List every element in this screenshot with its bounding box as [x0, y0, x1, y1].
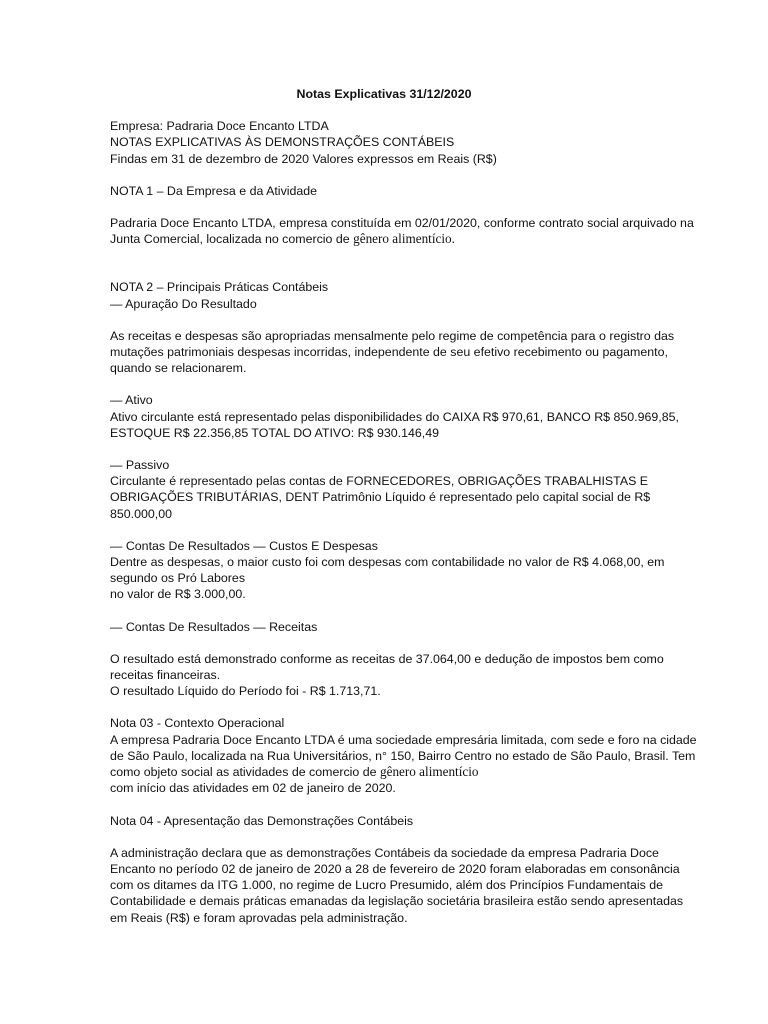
company-name: Empresa: Padraria Doce Encanto LTDA: [110, 119, 329, 134]
nota-4-section: [110, 813, 698, 926]
ativo-text: Ativo circulante está representado pelas disponibilidades do CAIXA R$ 970,61, BANCO R$ 850.969,85, ESTOQUE R$ 22.356,85 TOTAL DO ATIVO: R$ 930.146,49: [110, 409, 679, 440]
custos-heading: — Contas De Resultados — Custos E Despesas: [110, 538, 378, 553]
document-header: [110, 118, 698, 167]
nota-3-text-serif: gênero alimentício: [380, 764, 479, 780]
nota-3-text-main: A empresa Padraria Doce Encanto LTDA é uma sociedade empresária limitada, com sede e foro na cidade de São Paulo, localizada na Rua Universitários, n° 150, Bairro Centro no estado de São Paulo, Brasil. Tem como objeto social as atividades de comercio de: [110, 732, 697, 780]
resultado-text: O resultado Líquido do Período foi - R$ 1.713,71.: [110, 684, 381, 699]
nota-1-text-serif: gênero alimentício.: [353, 231, 455, 247]
nota-3-section: [110, 715, 698, 796]
period-statement: Findas em 31 de dezembro de 2020 Valores expressos em Reais (R$): [110, 151, 497, 166]
nota-3-text: [110, 732, 698, 781]
apuracao-heading: — Apuração Do Resultado: [110, 296, 257, 311]
nota-1-text-main: Padraria Doce Encanto LTDA, empresa constituída em 02/01/2020, conforme contrato social arquivado na Junta Comercial, localizada no comercio de: [110, 216, 694, 247]
passivo-heading: — Passivo: [110, 458, 170, 473]
ativo-heading: — Ativo: [110, 393, 153, 408]
nota-3-heading: Nota 03 - Contexto Operacional: [110, 716, 285, 731]
receitas-text: O resultado está demonstrado conforme as receitas de 37.064,00 e dedução de impostos bem como receitas financeiras.: [110, 651, 664, 683]
nota-4-heading: Nota 04 - Apresentação das Demonstrações Contábeis: [110, 813, 414, 828]
nota-4-text: A administração declara que as demonstrações Contábeis da sociedade da empresa Padraria Doce Encanto no período 02 de janeiro de 2020 a 28 de fevereiro de 2020 foram elaboradas em consonância com os ditames da ITG 1.000, no regime de Lucro Presumido, além dos Princípios Fundamentais de Contabilidade e demais práticas emanadas da legislação societária brasileira estão sendo apresentadas em Reais (R$) e foram aprovadas pela administração.: [110, 845, 684, 925]
receitas-heading: — Contas De Resultados — Receitas: [110, 619, 318, 634]
notes-heading: NOTAS EXPLICATIVAS ÀS DEMONSTRAÇÕES CONTÁBEIS: [110, 135, 455, 150]
custos-text: Dentre as despesas, o maior custo foi com despesas com contabilidade no valor de R$ 4.068,00, em segundo os Pró Labores: [110, 555, 665, 586]
custos-text-end: no valor de R$ 3.000,00.: [110, 587, 246, 602]
nota-1-text: [110, 215, 698, 247]
nota-1-heading: NOTA 1 – Da Empresa e da Atividade: [110, 183, 318, 198]
document-title: Notas Explicativas 31/12/2020: [296, 87, 472, 101]
passivo-text: Circulante é representado pelas contas de FORNECEDORES, OBRIGAÇÕES TRABALHISTAS E OBRIGAÇÕES TRIBUTÁRIAS, DENT Patrimônio Líquido é representado pelo capital social de R$ 850.000,00: [110, 474, 651, 521]
apuracao-text: As receitas e despesas são apropriadas mensalmente pelo regime de competência para o registro das mutações patrimoniais despesas incorridas, independente de seu efetivo recebimento ou pagamento, quando se relacionarem.: [110, 328, 675, 376]
nota-2-section: [110, 279, 698, 699]
nota-1-section: [110, 183, 698, 248]
nota-3-text-end: com início das atividades em 02 de janeiro de 2020.: [110, 781, 396, 796]
nota-2-heading: NOTA 2 – Principais Práticas Contábeis: [110, 280, 329, 295]
